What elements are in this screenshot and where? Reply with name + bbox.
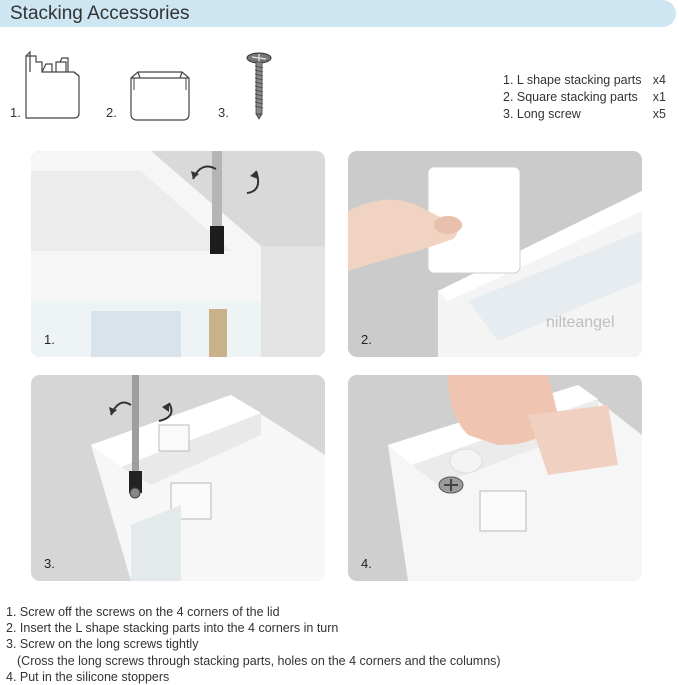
instruction-line: 4. Put in the silicone stoppers: [6, 669, 170, 684]
section-title: Stacking Accessories: [10, 3, 190, 24]
step-photo-3: [31, 375, 325, 581]
part-qty: x1: [652, 90, 666, 104]
accessory-number: 3.: [218, 105, 229, 120]
section-header: [0, 0, 676, 27]
square-part-icon: [128, 70, 192, 122]
accessory-number: 2.: [106, 105, 117, 120]
part-name: 2. Square stacking parts: [503, 90, 638, 104]
l-shape-part-icon: [22, 48, 82, 120]
accessory-number: 1.: [10, 105, 21, 120]
part-qty: x4: [652, 73, 666, 87]
part-name: 3. Long screw: [503, 107, 581, 121]
step-number: 1.: [44, 332, 55, 347]
instruction-line: 3. Screw on the long screws tightly: [6, 637, 199, 652]
step-number: 2.: [361, 332, 372, 347]
list-item: [503, 89, 666, 106]
step-photo-2: [348, 151, 642, 357]
part-name: 1. L shape stacking parts: [503, 73, 642, 87]
instruction-line: 1. Screw off the screws on the 4 corners of the lid: [6, 605, 280, 619]
list-item: [503, 106, 666, 123]
list-item: [503, 72, 666, 89]
instruction-line: 2. Insert the L shape stacking parts into the 4 corners in turn: [6, 621, 339, 636]
step-number: 3.: [44, 556, 55, 571]
step-photo-4: [348, 375, 642, 581]
brand-watermark: nilteangel: [546, 314, 615, 331]
part-qty: x5: [652, 107, 666, 121]
step-photo-1: [31, 151, 325, 357]
instructions-list: [6, 604, 501, 685]
long-screw-icon: [244, 52, 274, 122]
instruction-note: (Cross the long screws through stacking parts, holes on the 4 corners and the columns): [17, 653, 501, 668]
parts-list: [503, 72, 666, 123]
step-number: 4.: [361, 556, 372, 571]
